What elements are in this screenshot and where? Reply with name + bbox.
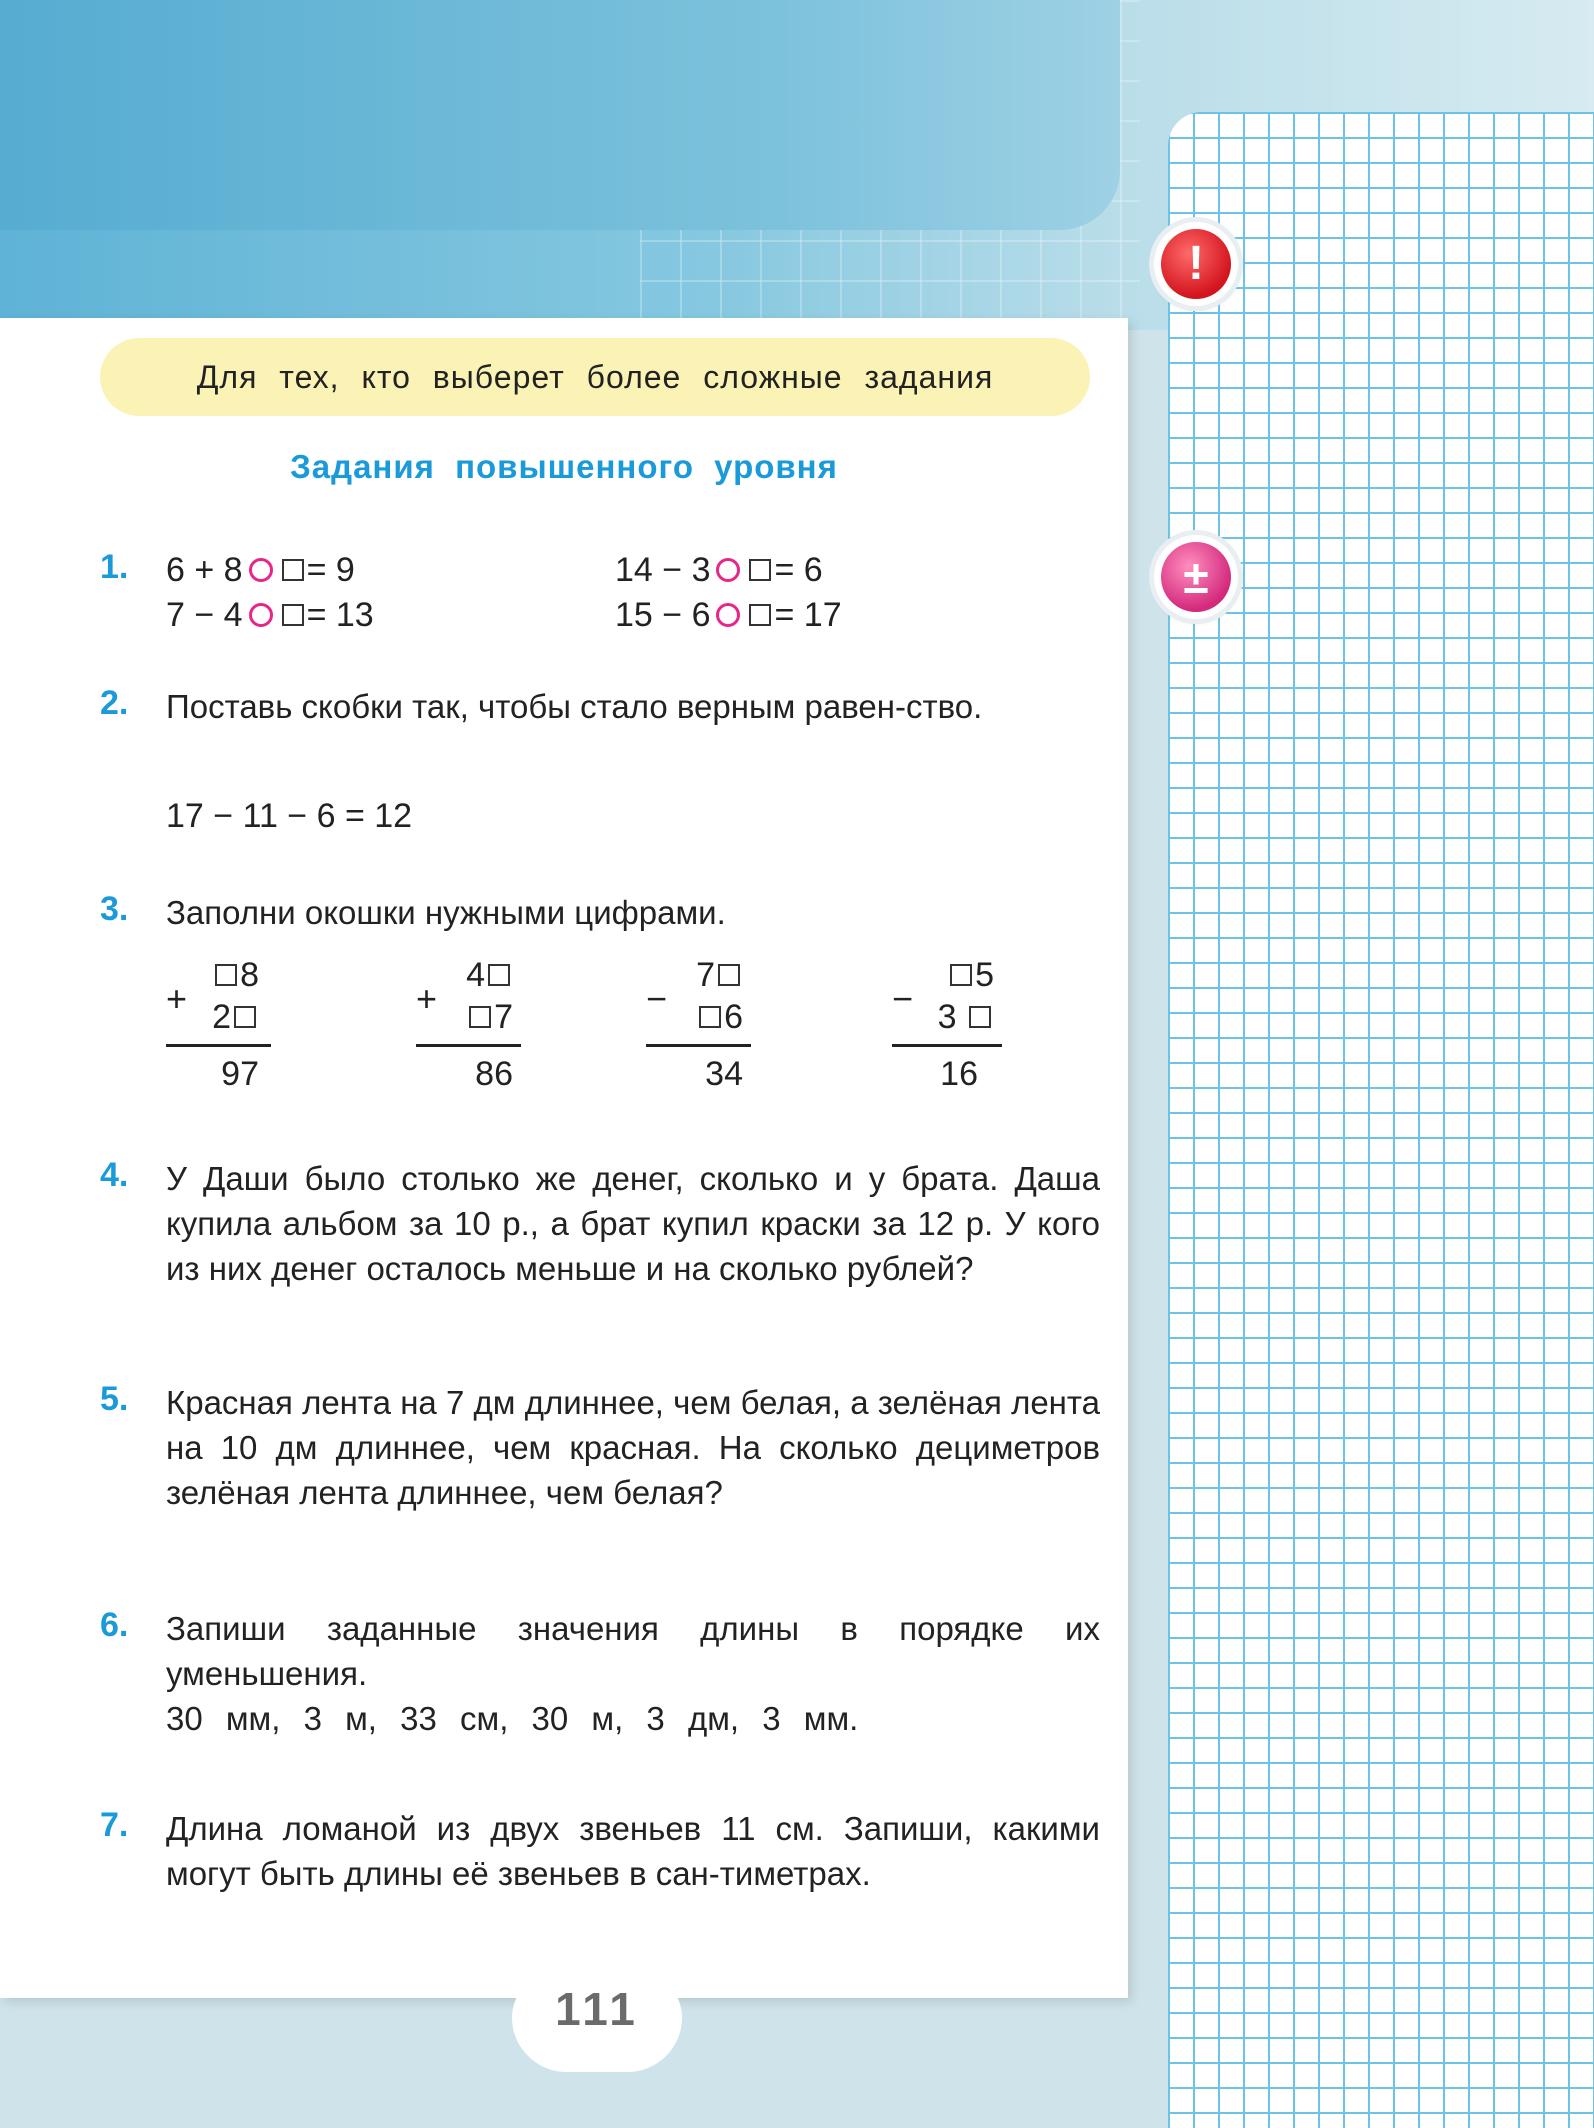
- blank-box-icon[interactable]: [234, 1006, 256, 1028]
- column-result: 97: [221, 1055, 259, 1093]
- task-2: [100, 684, 1100, 844]
- digit: 8: [240, 956, 259, 994]
- task-3: [100, 890, 1100, 1110]
- column-subtraction: [892, 954, 1002, 1095]
- expression-result: = 17: [774, 596, 842, 634]
- digit: 5: [975, 956, 994, 994]
- task-5: [100, 1380, 1100, 1570]
- expression: 14 − 3: [615, 551, 711, 589]
- blank-box-icon[interactable]: [950, 964, 972, 986]
- blank-box-icon[interactable]: [488, 964, 510, 986]
- expression: 15 − 6: [615, 596, 711, 634]
- blank-box-icon[interactable]: [718, 964, 740, 986]
- digit: 3: [937, 998, 957, 1036]
- operator-sign: +: [416, 978, 438, 1019]
- task-number: 1.: [100, 548, 129, 586]
- blank-box-icon[interactable]: [749, 604, 771, 626]
- task-text: Заполни окошки нужными цифрами.: [166, 894, 726, 931]
- sum-line: [892, 1044, 1002, 1047]
- equation-row: [615, 548, 842, 638]
- operator-sign: +: [166, 978, 188, 1019]
- operator-circle-icon[interactable]: [716, 603, 740, 627]
- blank-box-icon[interactable]: [282, 604, 304, 626]
- expression-result: = 13: [306, 596, 374, 634]
- digit: 2: [212, 998, 231, 1036]
- digit: 7: [696, 956, 715, 994]
- blank-box-icon[interactable]: [969, 1006, 991, 1028]
- expression-result: = 9: [306, 551, 355, 589]
- task-4: [100, 1156, 1100, 1346]
- expression: 7 − 4: [166, 596, 243, 634]
- task-number: 6.: [100, 1606, 129, 1644]
- attention-marker: [1154, 222, 1238, 306]
- blank-box-icon[interactable]: [749, 559, 771, 581]
- operator-circle-icon[interactable]: [716, 558, 740, 582]
- column-addition: [166, 954, 271, 1095]
- task-number: 3.: [100, 890, 129, 928]
- task-6: [100, 1606, 1100, 1756]
- task-number: 7.: [100, 1806, 129, 1844]
- blank-box-icon[interactable]: [699, 1006, 721, 1028]
- task-text: У Даши было столько же денег, сколько и у брата. Даша купила альбом за 10 р., а брат купил краски за 12 р. У кого из них денег осталось меньше и на сколько рублей?: [166, 1160, 1100, 1287]
- page-number: 111: [512, 1972, 682, 2072]
- sum-line: [646, 1044, 751, 1047]
- column-subtraction: [646, 954, 751, 1095]
- operator-circle-icon[interactable]: [249, 558, 273, 582]
- plusminus-marker: [1154, 535, 1238, 619]
- expression-result: = 6: [774, 551, 823, 589]
- blank-box-icon[interactable]: [215, 964, 237, 986]
- column-result: 86: [475, 1055, 513, 1093]
- blank-box-icon[interactable]: [282, 559, 304, 581]
- section-title: Задания повышенного уровня: [290, 448, 838, 485]
- grid-notes-panel: [1168, 112, 1594, 2128]
- task-text: Запиши заданные значения длины в порядке их уменьшения.: [166, 1610, 1100, 1692]
- task-values: 30 мм, 3 м, 33 см, 30 м, 3 дм, 3 мм.: [166, 1700, 859, 1737]
- task-text: Длина ломаной из двух звеньев 11 см. Запиши, какими могут быть длины её звеньев в сан-тиметрах.: [166, 1810, 1100, 1892]
- expression: 6 + 8: [166, 551, 243, 589]
- blank-box-icon[interactable]: [469, 1006, 491, 1028]
- task-text: Поставь скобки так, чтобы стало верным равен-ство.: [166, 688, 983, 725]
- digit: 7: [494, 998, 513, 1036]
- task-text: Красная лента на 7 дм длиннее, чем белая, а зелёная лента на 10 дм длиннее, чем красная. На сколько дециметров зелёная лента длиннее, чем белая?: [166, 1384, 1100, 1511]
- task-1: [100, 548, 1100, 648]
- plus-minus-icon: ±: [1161, 542, 1231, 612]
- column-result: 34: [705, 1055, 743, 1093]
- banner-tab: [0, 0, 1120, 230]
- exclamation-icon: !: [1161, 229, 1231, 299]
- digit: 4: [466, 956, 485, 994]
- task-7: [100, 1806, 1100, 1956]
- sum-line: [416, 1044, 521, 1047]
- operator-sign: −: [646, 978, 668, 1019]
- operator-circle-icon[interactable]: [249, 603, 273, 627]
- equation-row: [166, 548, 374, 638]
- column-result: 16: [940, 1055, 978, 1093]
- task-number: 2.: [100, 684, 129, 722]
- sum-line: [166, 1044, 271, 1047]
- digit: 6: [724, 998, 743, 1036]
- operator-sign: −: [892, 978, 914, 1019]
- header-banner: Для тех, кто выберет более сложные задания: [100, 338, 1090, 416]
- task-number: 5.: [100, 1380, 129, 1418]
- column-addition: [416, 954, 521, 1095]
- task-equation: 17 − 11 − 6 = 12: [166, 797, 413, 835]
- task-number: 4.: [100, 1156, 129, 1194]
